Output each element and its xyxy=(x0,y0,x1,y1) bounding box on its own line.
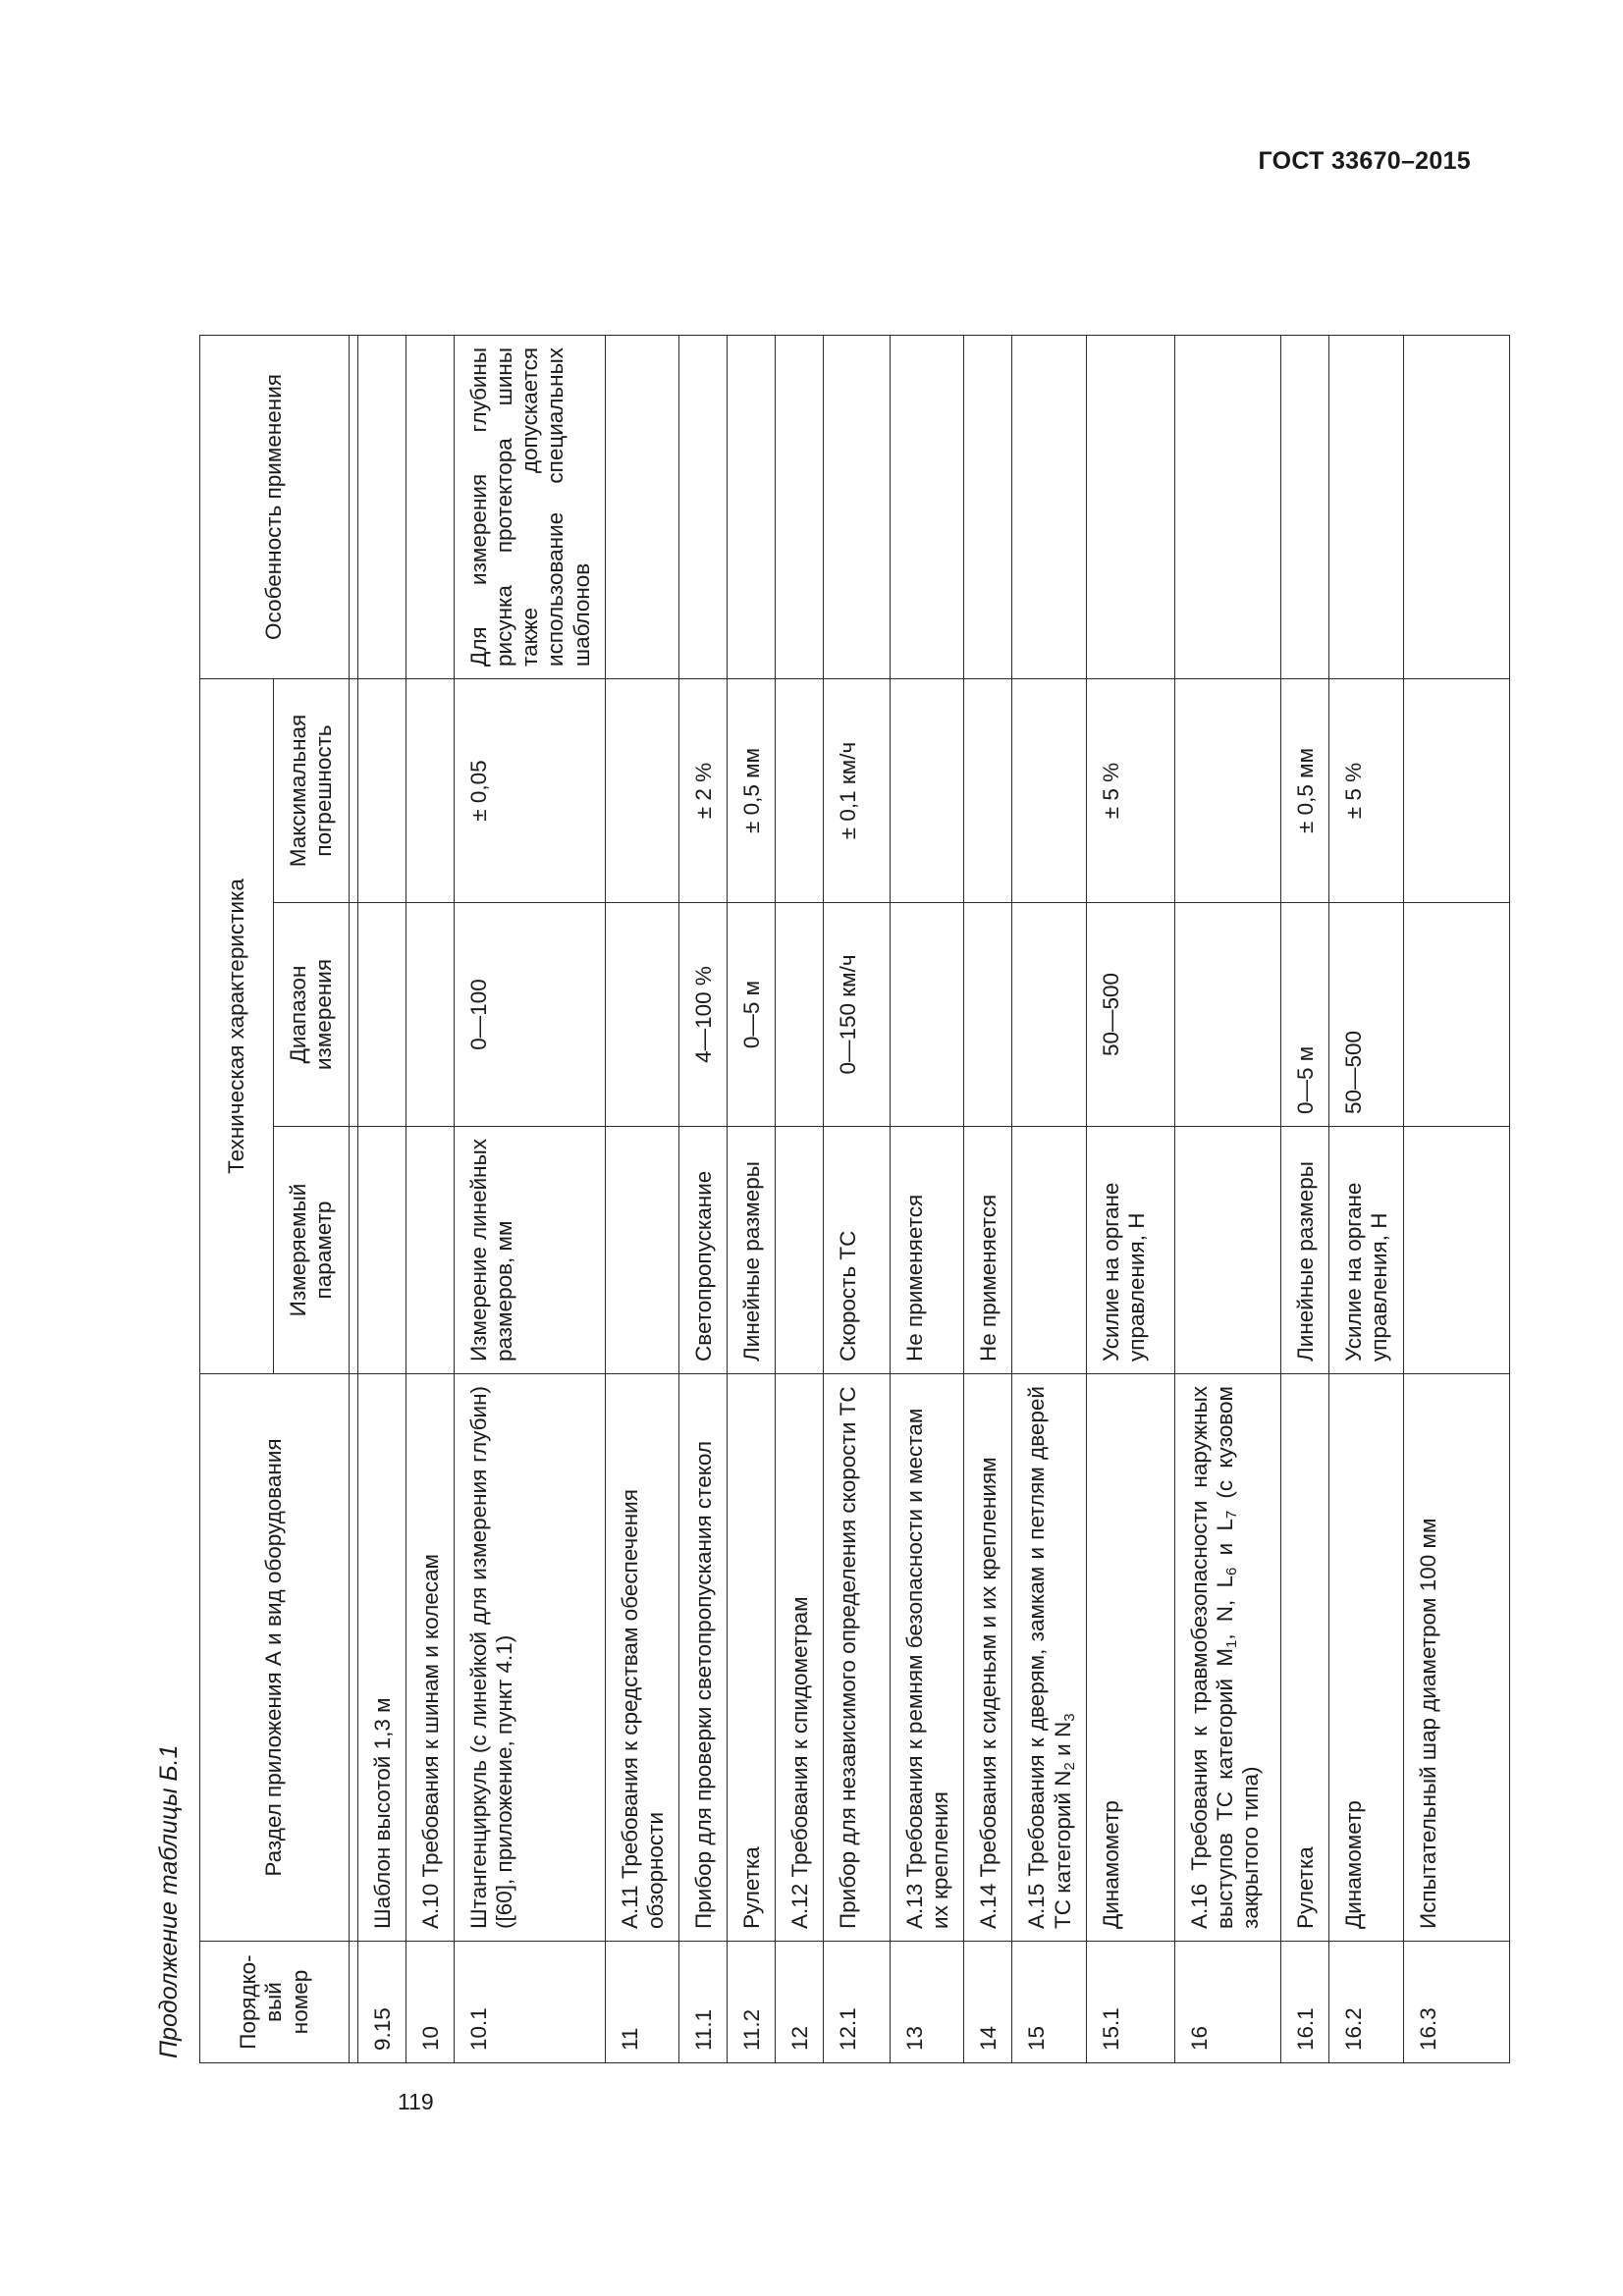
cell-error xyxy=(1012,678,1086,902)
cell-range xyxy=(1012,903,1086,1127)
cell-feature xyxy=(824,335,891,678)
cell-param: Светопропускание xyxy=(678,1127,727,1374)
cell-error xyxy=(891,678,964,902)
cell-error: ± 0,1 км/ч xyxy=(824,678,891,902)
cell-section: А.11 Требования к средствам обеспечения обзорности xyxy=(605,1374,678,1942)
cell-section: Штангенциркуль (с линейкой для измерения глубин) ([60], приложение, пункт 4.1) xyxy=(455,1374,605,1942)
cell-number: 15 xyxy=(1012,1942,1086,2063)
cell-error xyxy=(358,678,406,902)
table-row xyxy=(776,335,824,2062)
cell-param xyxy=(1012,1127,1086,1374)
col-header-feature: Особенность применения xyxy=(200,335,350,678)
cell-range xyxy=(776,903,824,1127)
table-row xyxy=(1174,335,1280,2062)
cell-section: Динамометр xyxy=(1086,1374,1174,1942)
cell-number: 16.1 xyxy=(1280,1942,1328,2063)
cell-feature xyxy=(1328,335,1403,678)
cell-section: Динамометр xyxy=(1328,1374,1403,1942)
cell-range: 0—150 км/ч xyxy=(824,903,891,1127)
table-row xyxy=(1012,335,1086,2062)
cell-param: Линейные размеры xyxy=(1280,1127,1328,1374)
cell-param xyxy=(1174,1127,1280,1374)
table-row xyxy=(727,335,775,2062)
cell-param xyxy=(605,1127,678,1374)
cell-range: 0—5 м xyxy=(1280,903,1328,1127)
cell-number: 11.1 xyxy=(678,1942,727,2063)
cell-section: Прибор для независимого определения скорости ТС xyxy=(824,1374,891,1942)
cell-feature xyxy=(1280,335,1328,678)
table-row xyxy=(678,335,727,2062)
col-header-range: Диапазон измерения xyxy=(274,903,350,1127)
table-row xyxy=(1280,335,1328,2062)
table-row xyxy=(605,335,678,2062)
cell-error: ± 5 % xyxy=(1328,678,1403,902)
cell-range xyxy=(358,903,406,1127)
table-caption: Продолжение таблицы Б.1 xyxy=(155,1744,183,2058)
cell-feature xyxy=(964,335,1012,678)
cell-number: 11 xyxy=(605,1942,678,2063)
cell-feature xyxy=(891,335,964,678)
cell-number: 10.1 xyxy=(455,1942,605,2063)
cell-feature: Для измерения глубины рисунка протектора шины также допускается использование специальных шаблонов xyxy=(455,335,605,678)
cell-param xyxy=(406,1127,455,1374)
cell-number: 12 xyxy=(776,1942,824,2063)
cell-section: А.13 Требования к ремням безопасности и местам их крепления xyxy=(891,1374,964,1942)
cell-error: ± 2 % xyxy=(678,678,727,902)
cell-param: Линейные размеры xyxy=(727,1127,775,1374)
cell-param: Усилие на органе управления, Н xyxy=(1328,1127,1403,1374)
cell-section: Рулетка xyxy=(1280,1374,1328,1942)
cell-number: 11.2 xyxy=(727,1942,775,2063)
cell-number: 10 xyxy=(406,1942,455,2063)
col-header-number: Порядко-вый номер xyxy=(200,1942,350,2063)
cell-range: 50—500 xyxy=(1086,903,1174,1127)
cell-error xyxy=(1174,678,1280,902)
cell-error: ± 0,5 мм xyxy=(1280,678,1328,902)
cell-error: ± 0,5 мм xyxy=(727,678,775,902)
cell-feature xyxy=(1086,335,1174,678)
cell-section: А.12 Требования к спидометрам xyxy=(776,1374,824,1942)
table-row xyxy=(1403,335,1509,2062)
table-row xyxy=(1086,335,1174,2062)
cell-section: Рулетка xyxy=(727,1374,775,1942)
cell-number: 16.2 xyxy=(1328,1942,1403,2063)
table-row xyxy=(891,335,964,2062)
cell-error: ± 0,05 xyxy=(455,678,605,902)
cell-number: 9.15 xyxy=(358,1942,406,2063)
cell-feature xyxy=(1403,335,1509,678)
cell-section: А.16 Требования к травмобезопасности наружных выступов ТС категорий $М_1$, N, $L_6$ и $L_7$ (с кузовом закрытого типа) xyxy=(1174,1374,1280,1942)
cell-feature xyxy=(776,335,824,678)
table-row xyxy=(824,335,891,2062)
cell-section: А.10 Требования к шинам и колесам xyxy=(406,1374,455,1942)
table-row xyxy=(964,335,1012,2062)
col-header-section: Раздел приложения А и вид оборудования xyxy=(200,1374,350,1942)
table-row xyxy=(455,335,605,2062)
col-header-error: Максимальная погрешность xyxy=(274,678,350,902)
cell-number: 16.3 xyxy=(1403,1942,1509,2063)
cell-range: 0—5 м xyxy=(727,903,775,1127)
cell-range xyxy=(1403,903,1509,1127)
cell-number: 14 xyxy=(964,1942,1012,2063)
cell-number: 12.1 xyxy=(824,1942,891,2063)
cell-feature xyxy=(727,335,775,678)
cell-section: Испытательный шар диаметром 100 мм xyxy=(1403,1374,1509,1942)
cell-feature xyxy=(1174,335,1280,678)
cell-feature xyxy=(605,335,678,678)
table-row xyxy=(406,335,455,2062)
cell-error xyxy=(605,678,678,902)
table-marker-row xyxy=(350,335,358,2062)
cell-param xyxy=(1403,1127,1509,1374)
cell-range xyxy=(406,903,455,1127)
cell-feature xyxy=(1012,335,1086,678)
col-header-technical: Техническая характеристика xyxy=(200,678,274,1373)
document-code: ГОСТ 33670–2015 xyxy=(1258,147,1471,175)
cell-error xyxy=(964,678,1012,902)
cell-error xyxy=(776,678,824,902)
table-row xyxy=(358,335,406,2062)
cell-range xyxy=(1174,903,1280,1127)
cell-range: 4—100 % xyxy=(678,903,727,1127)
cell-feature xyxy=(406,335,455,678)
cell-param: Усилие на органе управления, Н xyxy=(1086,1127,1174,1374)
cell-number: 15.1 xyxy=(1086,1942,1174,2063)
cell-param: Не применяется xyxy=(964,1127,1012,1374)
cell-param: Скорость ТС xyxy=(824,1127,891,1374)
equipment-table xyxy=(199,335,1510,2063)
page-number: 119 xyxy=(398,2089,434,2114)
col-header-param: Измеряемый параметр xyxy=(274,1127,350,1374)
cell-section: А.15 Требования к дверям, замкам и петлям дверей ТС категорий $N_2$ и $N_3$ xyxy=(1012,1374,1086,1942)
cell-range: 0—100 xyxy=(455,903,605,1127)
cell-section: Шаблон высотой 1,3 м xyxy=(358,1374,406,1942)
cell-range xyxy=(605,903,678,1127)
cell-param xyxy=(776,1127,824,1374)
cell-range xyxy=(891,903,964,1127)
cell-section: А.14 Требования к сиденьям и их креплениям xyxy=(964,1374,1012,1942)
cell-number: 13 xyxy=(891,1942,964,2063)
table-row xyxy=(1328,335,1403,2062)
cell-param xyxy=(358,1127,406,1374)
cell-param: Измерение линейных размеров, мм xyxy=(455,1127,605,1374)
cell-param: Не применяется xyxy=(891,1127,964,1374)
cell-feature xyxy=(358,335,406,678)
cell-range xyxy=(964,903,1012,1127)
cell-feature xyxy=(678,335,727,678)
cell-section: Прибор для проверки светопропускания стекол xyxy=(678,1374,727,1942)
cell-error: ± 5 % xyxy=(1086,678,1174,902)
cell-number: 16 xyxy=(1174,1942,1280,2063)
cell-error xyxy=(1403,678,1509,902)
cell-error xyxy=(406,678,455,902)
cell-range: 50—500 xyxy=(1328,903,1403,1127)
